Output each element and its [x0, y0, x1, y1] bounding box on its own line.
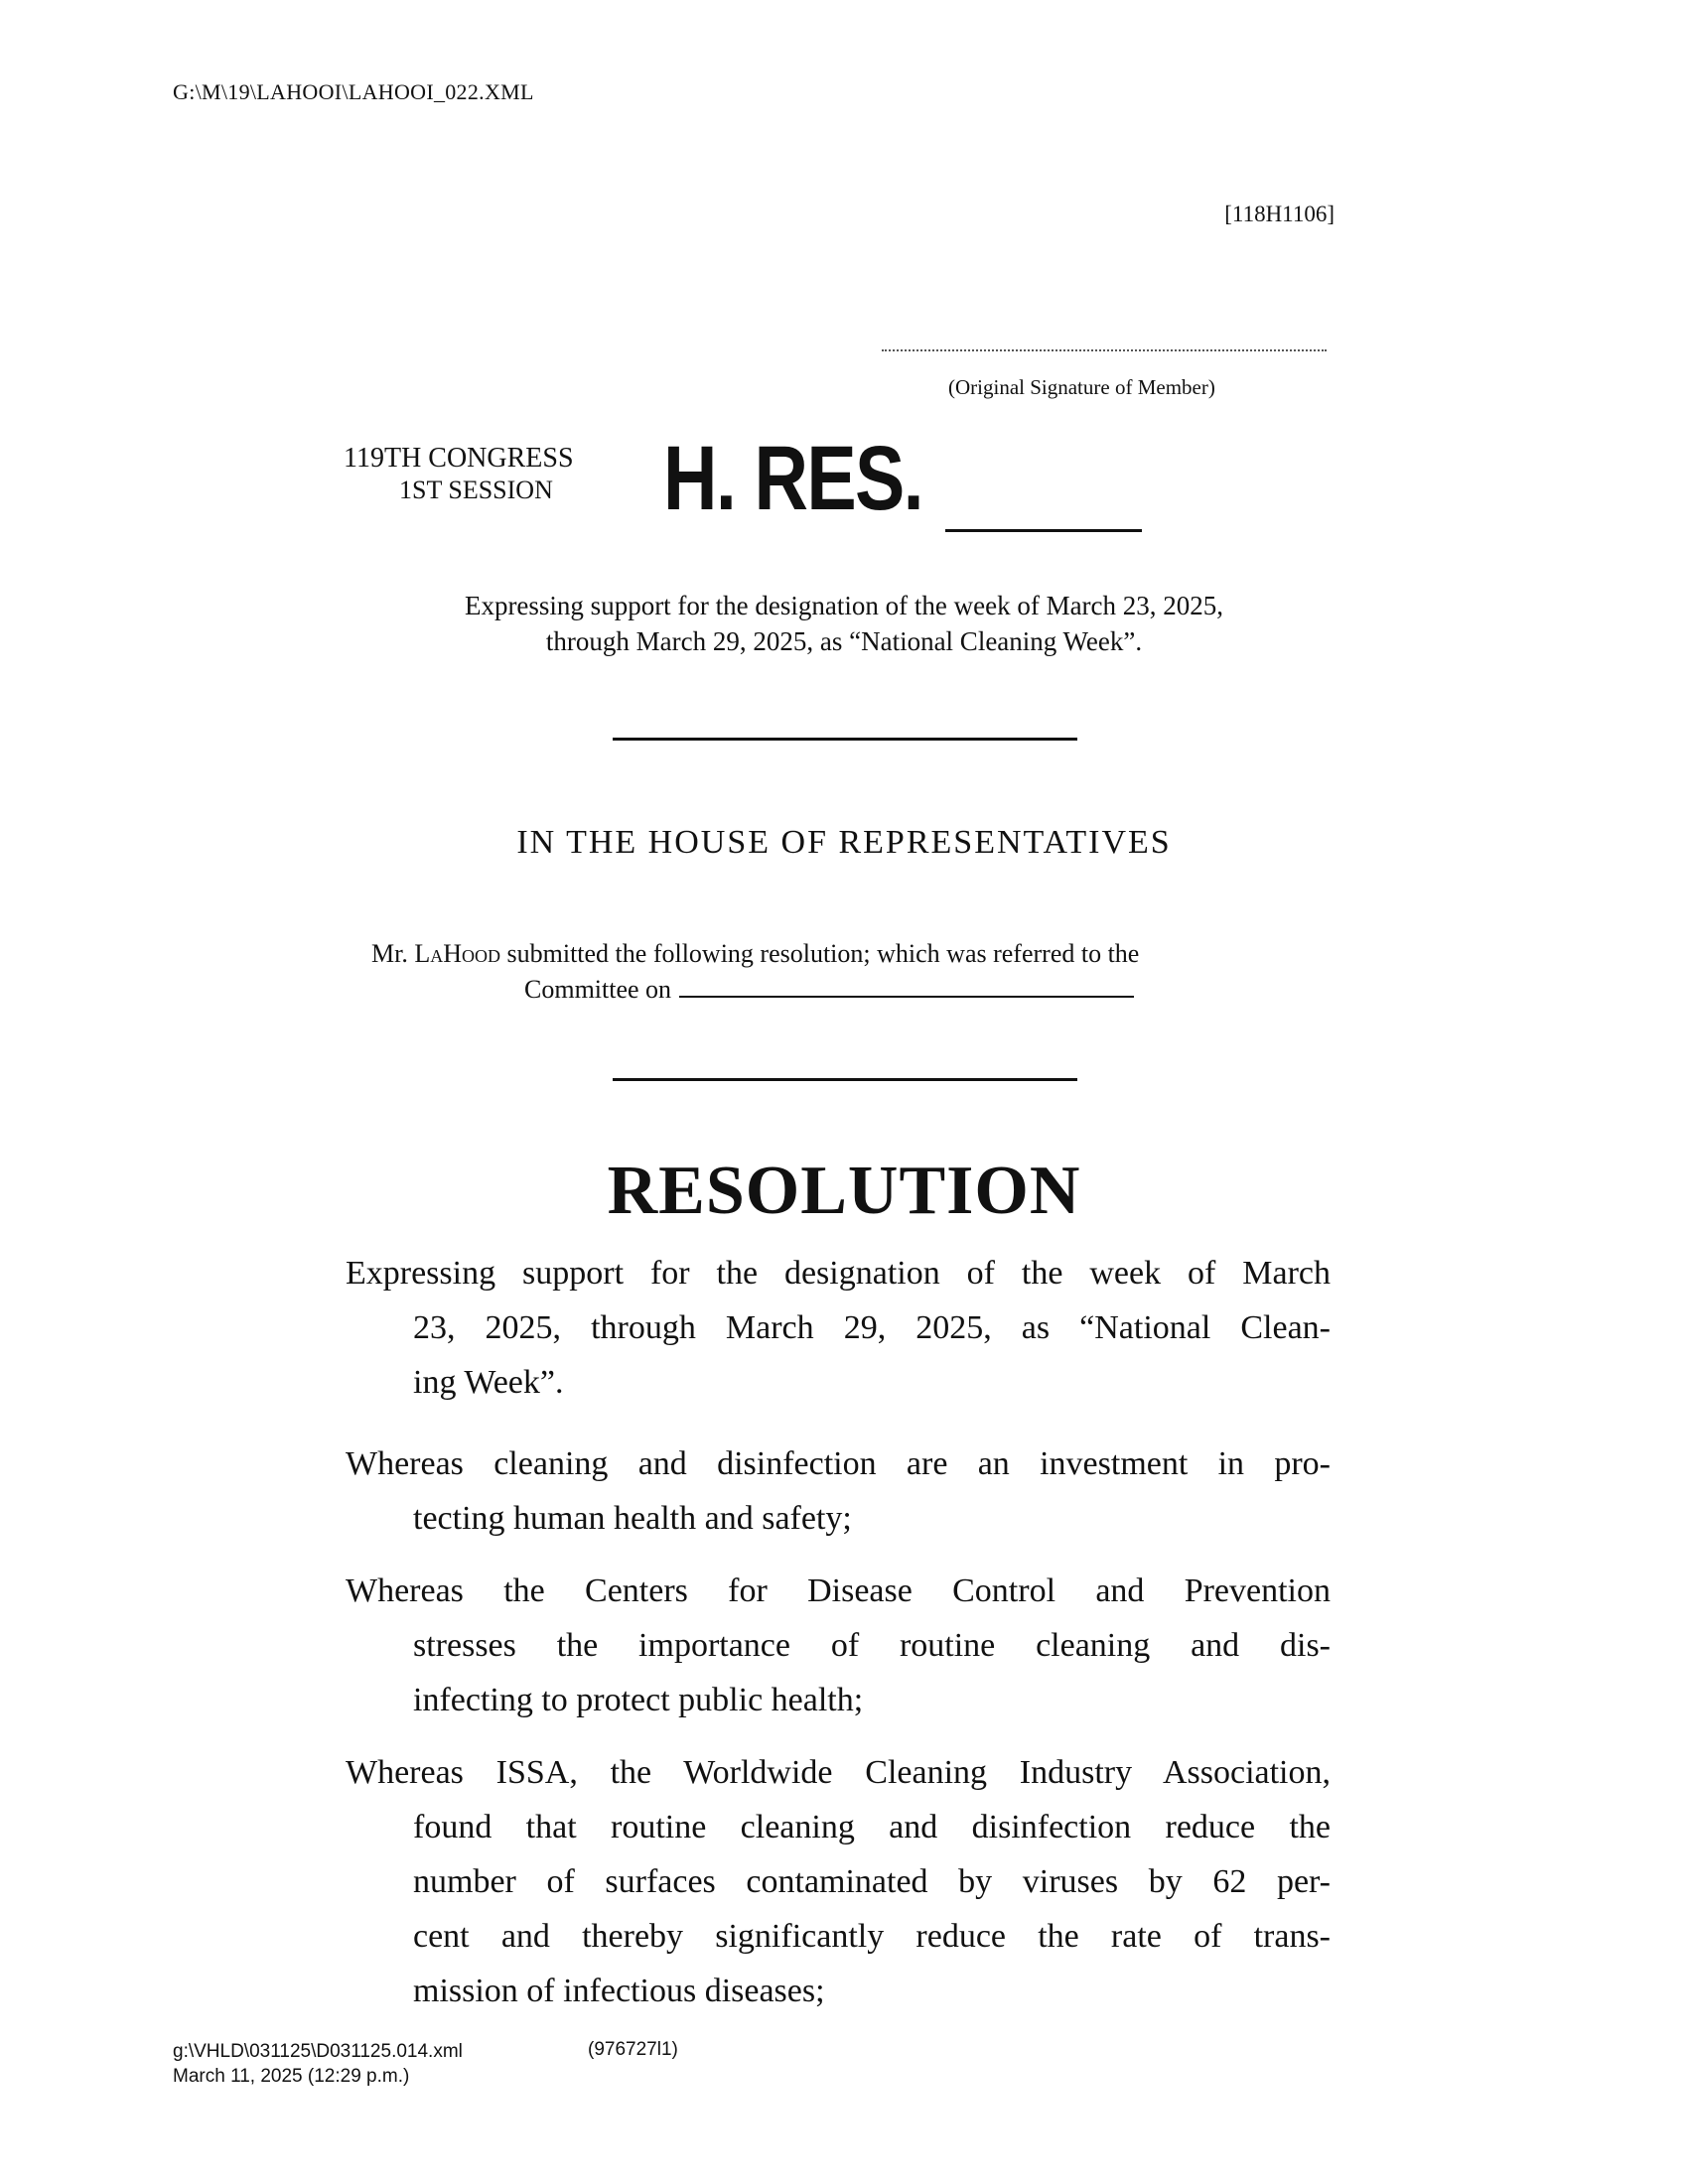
- action-statement: [371, 936, 1325, 1008]
- paragraph-line: tecting human health and safety;: [413, 1500, 852, 1537]
- resolution-heading: RESOLUTION: [607, 1153, 1081, 1229]
- paragraph-line: number of surfaces contaminated by viruses by 62 per-: [413, 1863, 1331, 1900]
- committee-label: Committee on: [524, 975, 672, 1004]
- signature-caption: (Original Signature of Member): [948, 375, 1215, 399]
- action-prefix: Mr.: [371, 939, 408, 968]
- divider-rule: [613, 738, 1077, 741]
- paragraph-line: Whereas cleaning and disinfection are an investment in pro-: [346, 1445, 1331, 1482]
- committee-blank: [679, 974, 1134, 998]
- footer-reference: (976727l1): [588, 2039, 678, 2060]
- whereas-clause: [346, 1745, 1331, 2018]
- paragraph-line: Whereas ISSA, the Worldwide Cleaning Industry Association,: [346, 1754, 1331, 1791]
- whereas-clause: [346, 1564, 1331, 1727]
- resolution-title-paragraph: [346, 1246, 1331, 1410]
- footer-info: [173, 2039, 463, 2089]
- paragraph-line: ing Week”.: [413, 1364, 564, 1401]
- paragraph-line: 23, 2025, through March 29, 2025, as “National Clean-: [413, 1309, 1331, 1346]
- divider-rule: [613, 1078, 1077, 1081]
- short-title-line: through March 29, 2025, as “National Cleaning Week”.: [545, 626, 1143, 656]
- paragraph-line: cent and thereby significantly reduce the rate of trans-: [413, 1918, 1331, 1955]
- bill-number-blank: [945, 529, 1142, 532]
- footer-date: March 11, 2025 (12:29 p.m.): [173, 2066, 410, 2087]
- action-text: submitted the following resolution; which was referred to the: [506, 939, 1140, 968]
- paragraph-line: Whereas the Centers for Disease Control and Prevention: [346, 1572, 1331, 1609]
- short-title: [338, 588, 1350, 659]
- bill-type-title: H. RES.: [663, 428, 923, 529]
- congress-number: 119TH CONGRESS: [344, 443, 574, 474]
- paragraph-line: mission of infectious diseases;: [413, 1973, 825, 2009]
- paragraph-line: Expressing support for the designation of the week of March: [346, 1255, 1331, 1292]
- paragraph-line: stresses the importance of routine cleaning and dis-: [413, 1627, 1331, 1664]
- file-path: G:\M\19\LAHOOI\LAHOOI_022.XML: [173, 79, 534, 104]
- signature-line: [882, 349, 1327, 351]
- whereas-clause: [346, 1436, 1331, 1546]
- committee-line: [371, 972, 1325, 1008]
- short-title-line: Expressing support for the designation of the week of March 23, 2025,: [464, 591, 1224, 620]
- session-number: 1ST SESSION: [399, 476, 553, 504]
- footer-path: g:\VHLD\031125\D031125.014.xml: [173, 2041, 463, 2062]
- paragraph-line: found that routine cleaning and disinfection reduce the: [413, 1809, 1331, 1845]
- congress-session-block: [344, 443, 632, 506]
- document-code: [118H1106]: [1224, 202, 1335, 226]
- sponsor-name: LaHood: [414, 939, 500, 968]
- paragraph-line: infecting to protect public health;: [413, 1682, 864, 1718]
- chamber-heading: IN THE HOUSE OF REPRESENTATIVES: [516, 824, 1172, 861]
